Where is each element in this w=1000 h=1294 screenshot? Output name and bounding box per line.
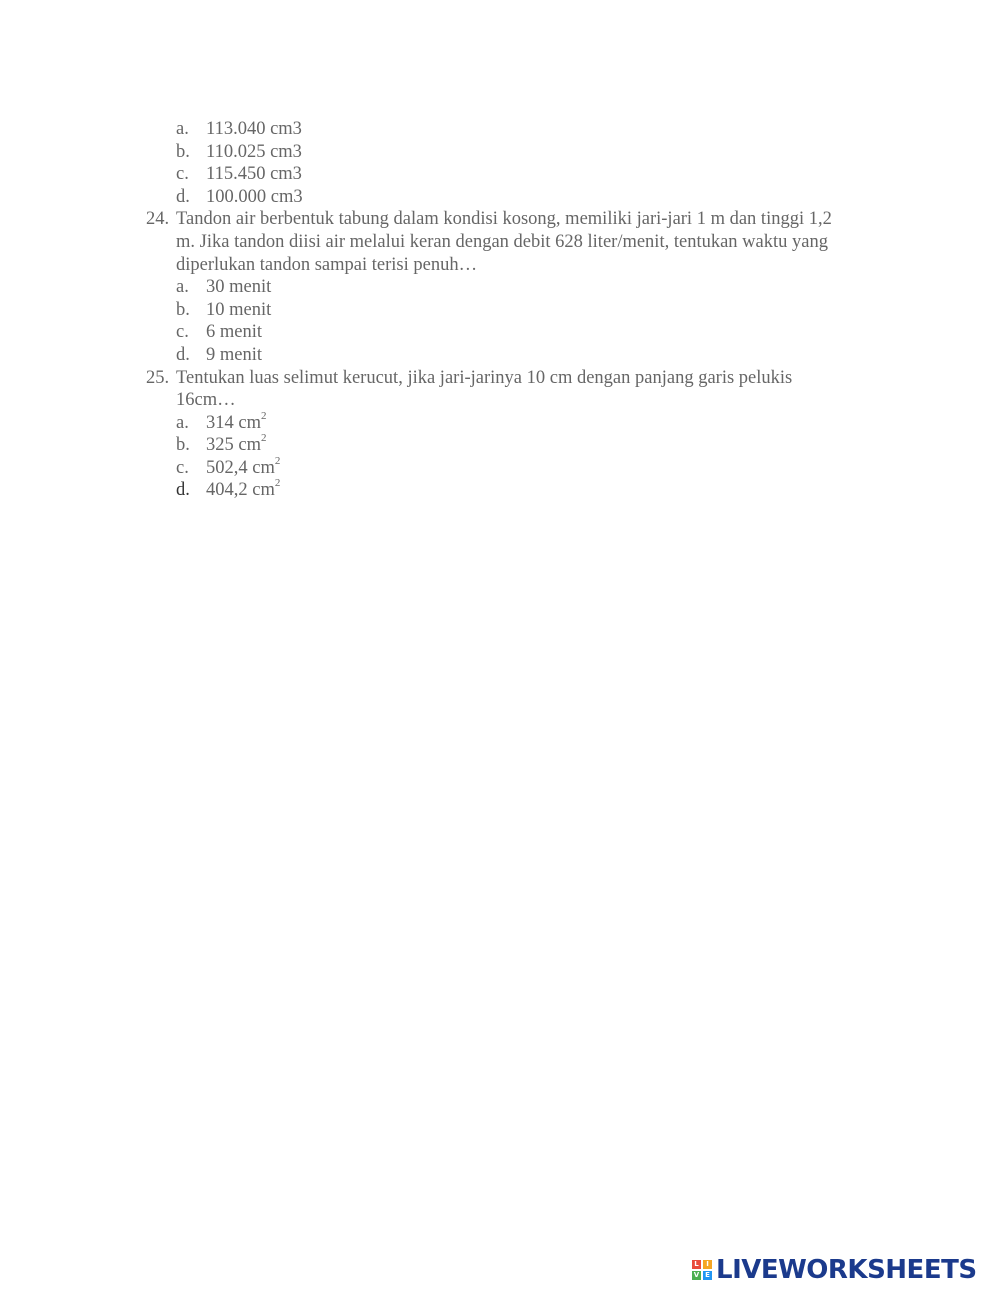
logo-icon-cell-2: I (703, 1260, 712, 1269)
q24-option-c-text: 6 menit (206, 322, 263, 342)
q25-number: 25. (146, 368, 170, 388)
q25-text-line-2: 16cm… (176, 390, 236, 410)
q25-option-c (206, 454, 281, 479)
liveworksheets-logo (692, 1255, 977, 1285)
q25-option-a (206, 409, 267, 434)
q25-text-line-1: Tentukan luas selimut kerucut, jika jari-jarinya 10 cm dengan panjang garis pelukis (176, 368, 793, 388)
q24-option-b-text: 10 menit (206, 300, 272, 320)
logo-text: LIVEWORKSHEETS (716, 1255, 977, 1285)
q25-option-a-marker: a. (176, 413, 189, 433)
q23-option-d-marker: d. (176, 187, 190, 207)
q25-option-d-marker: d. (176, 480, 190, 500)
q25-option-b-sup: 2 (260, 431, 267, 444)
logo-icon-cell-3: V (693, 1271, 700, 1279)
q23-option-c-marker: c. (176, 164, 189, 184)
logo-icon (692, 1260, 712, 1280)
q24-text-line-3: diperlukan tandon sampai terisi penuh… (176, 255, 478, 275)
q24-option-a-text: 30 menit (206, 277, 272, 297)
logo-icon-cell-1: L (692, 1260, 701, 1269)
q25-option-c-text: 502,4 cm (206, 458, 275, 478)
q25-option-d (206, 476, 281, 501)
q24-option-b-marker: b. (176, 300, 190, 320)
q24-option-c-marker: c. (176, 322, 189, 342)
q23-option-b-text: 110.025 cm3 (206, 142, 302, 162)
q23-option-b-marker: b. (176, 142, 190, 162)
q25-option-c-sup: 2 (274, 454, 281, 467)
q25-option-a-text: 314 cm (206, 413, 261, 433)
q25-option-d-text: 404,2 cm (206, 480, 275, 500)
logo-icon-cell-4: E (703, 1271, 712, 1280)
q24-text-line-1: Tandon air berbentuk tabung dalam kondisi kosong, memiliki jari-jari 1 m dan tinggi 1,2 (176, 209, 832, 229)
q24-option-d-text: 9 menit (206, 345, 263, 365)
q25-option-c-marker: c. (176, 458, 189, 478)
q25-option-d-sup: 2 (274, 476, 281, 489)
q23-option-a-marker: a. (176, 119, 189, 139)
q23-option-d-text: 100.000 cm3 (206, 187, 303, 207)
q24-option-d-marker: d. (176, 345, 190, 365)
q24-text-line-2: m. Jika tandon diisi air melalui keran dengan debit 628 liter/menit, tentukan waktu yang (176, 232, 828, 252)
q24-number: 24. (146, 209, 170, 229)
q23-option-c-text: 115.450 cm3 (206, 164, 302, 184)
q25-option-b-text: 325 cm (206, 435, 261, 455)
q25-option-b-marker: b. (176, 435, 190, 455)
q24-option-a-marker: a. (176, 277, 189, 297)
q23-option-a-text: 113.040 cm3 (206, 119, 302, 139)
q25-option-a-sup: 2 (260, 409, 267, 422)
q25-option-b (206, 431, 267, 456)
